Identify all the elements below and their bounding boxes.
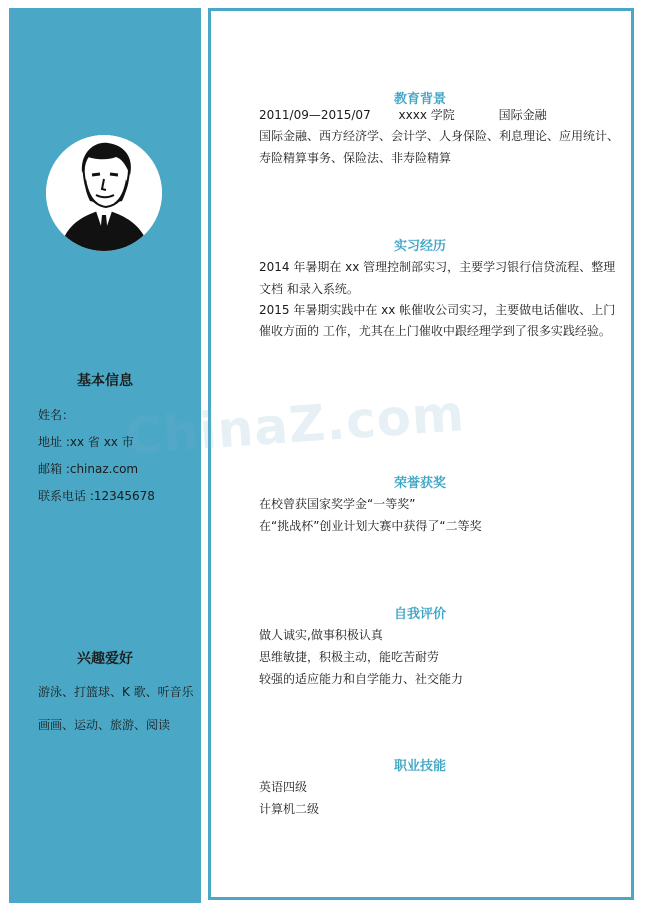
- education-title: 教育背景: [393, 92, 446, 107]
- honors-title: 荣誉获奖: [393, 476, 446, 491]
- honors-line: 在“挑战杯”创业计划大赛中获得了“二等奖: [259, 519, 482, 533]
- skills-line: 计算机二级: [259, 802, 320, 816]
- self-eval-line: 做人诚实,做事积极认真: [259, 628, 383, 642]
- skills-title: 职业技能: [393, 759, 446, 774]
- internship-line: 催收方面的 工作，尤其在上门催收中跟经理学到了很多实践经验。: [259, 324, 611, 338]
- watermark: ChinaZ.com: [123, 384, 467, 466]
- avatar: [46, 135, 162, 251]
- hobbies-line: 游泳、打篮球、K 歌、听音乐: [38, 685, 194, 699]
- education-row: [259, 106, 547, 123]
- email-field: 邮箱 :chinaz.com: [38, 462, 139, 476]
- self-eval-title: 自我评价: [393, 607, 446, 622]
- hobbies-title: 兴趣爱好: [77, 651, 133, 667]
- internship-line: 2014 年暑期在 xx 管理控制部实习，主要学习银行信贷流程、整理: [259, 260, 616, 274]
- internship-line: 文档 和录入系统。: [259, 282, 359, 296]
- phone-field: 联系电话 :12345678: [38, 489, 155, 503]
- basic-info-title: 基本信息: [77, 373, 133, 389]
- education-major: 国际金融: [498, 108, 547, 122]
- education-period: 2011/09—2015/07: [259, 108, 371, 122]
- honors-line: 在校曾获国家奖学金“一等奖”: [259, 497, 416, 511]
- name-field: 姓名：: [38, 408, 75, 422]
- education-school: xxxx 学院: [398, 108, 455, 122]
- hobbies-line: 画画、运动、旅游、阅读: [38, 718, 171, 732]
- internship-title: 实习经历: [393, 239, 446, 254]
- internship-line: 2015 年暑期实践中在 xx 帐催收公司实习，主要做电话催收、上门: [259, 303, 616, 317]
- self-eval-line: 较强的适应能力和自学能力、社交能力: [259, 672, 464, 686]
- address-field: 地址 :xx 省 xx 市: [38, 435, 134, 449]
- education-courses: 寿险精算事务、保险法、非寿险精算: [259, 151, 452, 165]
- portrait-icon: [46, 135, 162, 251]
- skills-line: 英语四级: [259, 780, 308, 794]
- education-courses: 国际金融、西方经济学、会计学、人身保险、利息理论、应用统计、: [259, 129, 620, 143]
- self-eval-line: 思维敏捷，积极主动，能吃苦耐劳: [259, 650, 440, 664]
